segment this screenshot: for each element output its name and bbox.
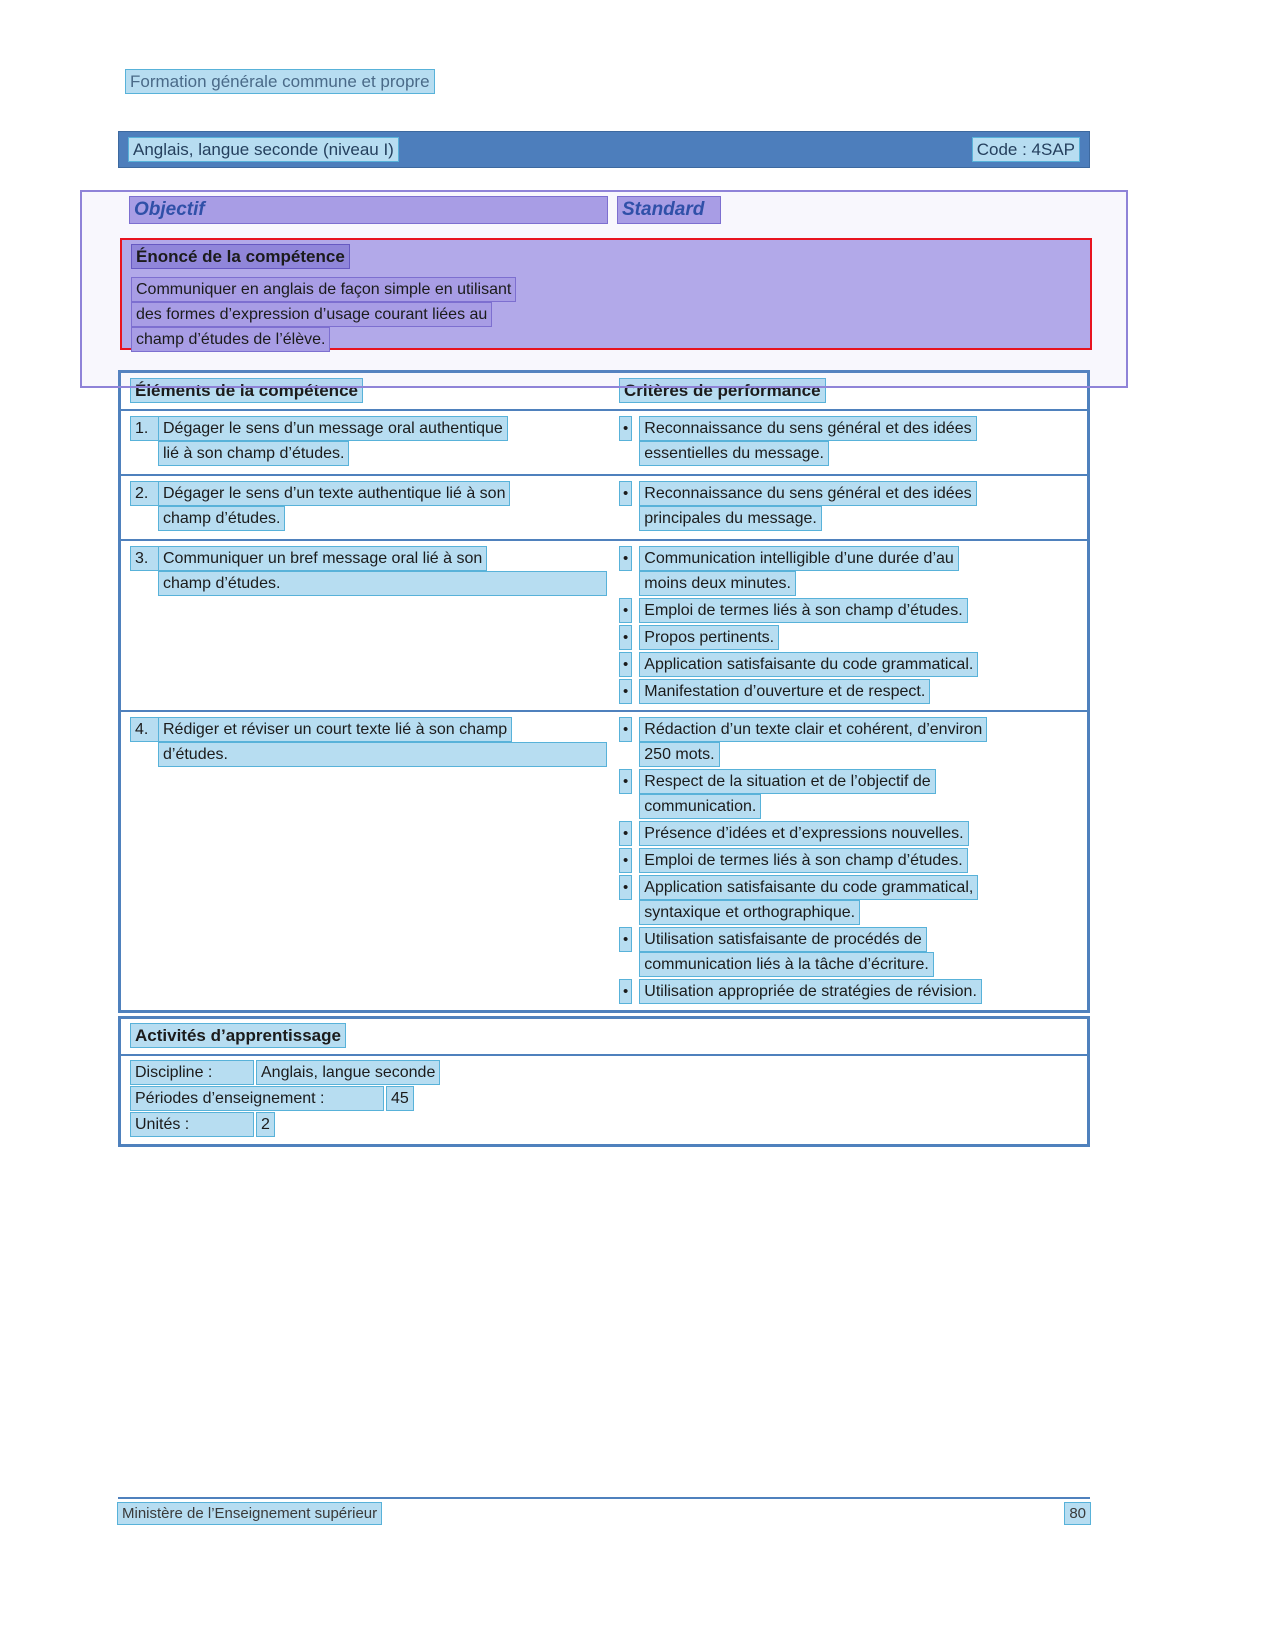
activity-value-periodes: 45 xyxy=(387,1087,413,1110)
activity-value-discipline: Anglais, langue seconde xyxy=(257,1061,439,1084)
element-cell xyxy=(121,718,616,1003)
competence-statement-text xyxy=(132,278,1080,351)
bullet-icon: • xyxy=(620,980,631,1003)
criteria-item xyxy=(620,547,1077,595)
criteria-item xyxy=(620,718,1077,766)
criteria-item xyxy=(620,980,1077,1003)
element-cell xyxy=(121,417,616,467)
competence-statement-title: Énoncé de la compétence xyxy=(132,245,349,268)
criteria-text: Application satisfaisante du code grammatical. xyxy=(640,653,977,676)
criteria-text: Manifestation d’ouverture et de respect. xyxy=(640,680,929,703)
statement-line: champ d’études de l’élève. xyxy=(132,328,329,351)
table-row xyxy=(121,541,1087,712)
element-text: Dégager le sens d’un texte authentique lié à son xyxy=(159,482,509,505)
activity-row xyxy=(131,1113,1077,1136)
page-number: 80 xyxy=(1065,1503,1090,1524)
activity-row xyxy=(131,1061,1077,1084)
element-text: champ d’études. xyxy=(159,507,284,530)
bullet-icon: • xyxy=(620,482,631,505)
criteria-text: Présence d’idées et d’expressions nouvelles. xyxy=(640,822,967,845)
section-label-text: Formation générale commune et propre xyxy=(126,70,434,93)
criteria-text: Respect de la situation et de l’objectif de xyxy=(640,770,934,793)
criteria-text: Rédaction d’un texte clair et cohérent, d’environ xyxy=(640,718,986,741)
activities-title: Activités d’apprentissage xyxy=(131,1024,345,1047)
criteria-item xyxy=(620,680,1077,703)
section-label xyxy=(126,70,434,93)
element-text: Rédiger et réviser un court texte lié à son champ xyxy=(159,718,511,741)
bullet-icon: • xyxy=(620,718,631,741)
bullet-icon: • xyxy=(620,770,631,793)
criteria-text: Reconnaissance du sens général et des idées xyxy=(640,417,975,440)
criteria-item xyxy=(620,626,1077,649)
bullet-icon: • xyxy=(620,876,631,899)
criteria-text: Reconnaissance du sens général et des idées xyxy=(640,482,975,505)
bullet-icon: • xyxy=(620,626,631,649)
element-text: lié à son champ d’études. xyxy=(159,442,348,465)
learning-activities-box xyxy=(118,1016,1090,1147)
table-row xyxy=(121,712,1087,1010)
bullet-icon: • xyxy=(620,599,631,622)
activity-label-discipline: Discipline : xyxy=(131,1061,253,1084)
column-header-elements: Éléments de la compétence xyxy=(131,379,362,402)
course-code: Code : 4SAP xyxy=(973,138,1079,161)
element-number: 2. xyxy=(131,482,159,505)
activity-label-unites: Unités : xyxy=(131,1113,253,1136)
course-header-bar xyxy=(118,131,1090,168)
activity-label-periodes: Périodes d’enseignement : xyxy=(131,1087,383,1110)
bullet-icon: • xyxy=(620,547,631,570)
element-text: Communiquer un bref message oral lié à son xyxy=(159,547,486,570)
objectif-heading: Objectif xyxy=(130,197,607,223)
criteria-cell xyxy=(616,547,1087,703)
element-text: d’études. xyxy=(159,743,606,766)
course-title: Anglais, langue seconde (niveau I) xyxy=(129,138,398,161)
criteria-text: Utilisation satisfaisante de procédés de xyxy=(640,928,926,951)
page-footer xyxy=(118,1497,1090,1524)
criteria-cell xyxy=(616,718,1087,1003)
criteria-item xyxy=(620,876,1077,924)
criteria-text: moins deux minutes. xyxy=(640,572,795,595)
element-number: 1. xyxy=(131,417,159,440)
criteria-text: Emploi de termes liés à son champ d’études. xyxy=(640,849,966,872)
criteria-item xyxy=(620,653,1077,676)
criteria-item xyxy=(620,417,1077,465)
criteria-text: Emploi de termes liés à son champ d’études. xyxy=(640,599,966,622)
criteria-text: 250 mots. xyxy=(640,743,718,766)
criteria-text: Utilisation appropriée de stratégies de révision. xyxy=(640,980,981,1003)
standard-heading: Standard xyxy=(618,197,720,223)
criteria-text: Communication intelligible d’une durée d’au xyxy=(640,547,958,570)
footer-ministry: Ministère de l’Enseignement supérieur xyxy=(118,1503,381,1524)
competence-table xyxy=(118,370,1090,1013)
element-cell xyxy=(121,547,616,703)
element-cell xyxy=(121,482,616,532)
criteria-text: principales du message. xyxy=(640,507,821,530)
activity-row xyxy=(131,1087,1077,1110)
criteria-text: communication. xyxy=(640,795,760,818)
statement-line: des formes d’expression d’usage courant liées au xyxy=(132,303,491,326)
element-number: 3. xyxy=(131,547,159,570)
competence-statement-box xyxy=(120,238,1092,350)
bullet-icon: • xyxy=(620,680,631,703)
criteria-item xyxy=(620,928,1077,976)
criteria-text: Propos pertinents. xyxy=(640,626,778,649)
bullet-icon: • xyxy=(620,653,631,676)
bullet-icon: • xyxy=(620,822,631,845)
column-header-criteria: Critères de performance xyxy=(620,379,825,402)
criteria-item xyxy=(620,770,1077,818)
activities-title-row xyxy=(121,1019,1087,1056)
criteria-text: communication liés à la tâche d’écriture. xyxy=(640,953,933,976)
element-number: 4. xyxy=(131,718,159,741)
bullet-icon: • xyxy=(620,928,631,951)
activity-value-unites: 2 xyxy=(257,1113,274,1136)
table-row xyxy=(121,476,1087,541)
criteria-item xyxy=(620,482,1077,530)
statement-line: Communiquer en anglais de façon simple en utilisant xyxy=(132,278,515,301)
element-text: champ d’études. xyxy=(159,572,606,595)
table-row xyxy=(121,411,1087,476)
criteria-text: syntaxique et orthographique. xyxy=(640,901,859,924)
objective-standard-region xyxy=(80,190,1128,388)
criteria-item xyxy=(620,849,1077,872)
criteria-text: Application satisfaisante du code grammatical, xyxy=(640,876,977,899)
criteria-text: essentielles du message. xyxy=(640,442,828,465)
criteria-cell xyxy=(616,482,1087,532)
element-text: Dégager le sens d’un message oral authentique xyxy=(159,417,507,440)
bullet-icon: • xyxy=(620,849,631,872)
bullet-icon: • xyxy=(620,417,631,440)
criteria-item xyxy=(620,822,1077,845)
criteria-cell xyxy=(616,417,1087,467)
activities-body xyxy=(121,1056,1087,1144)
criteria-item xyxy=(620,599,1077,622)
